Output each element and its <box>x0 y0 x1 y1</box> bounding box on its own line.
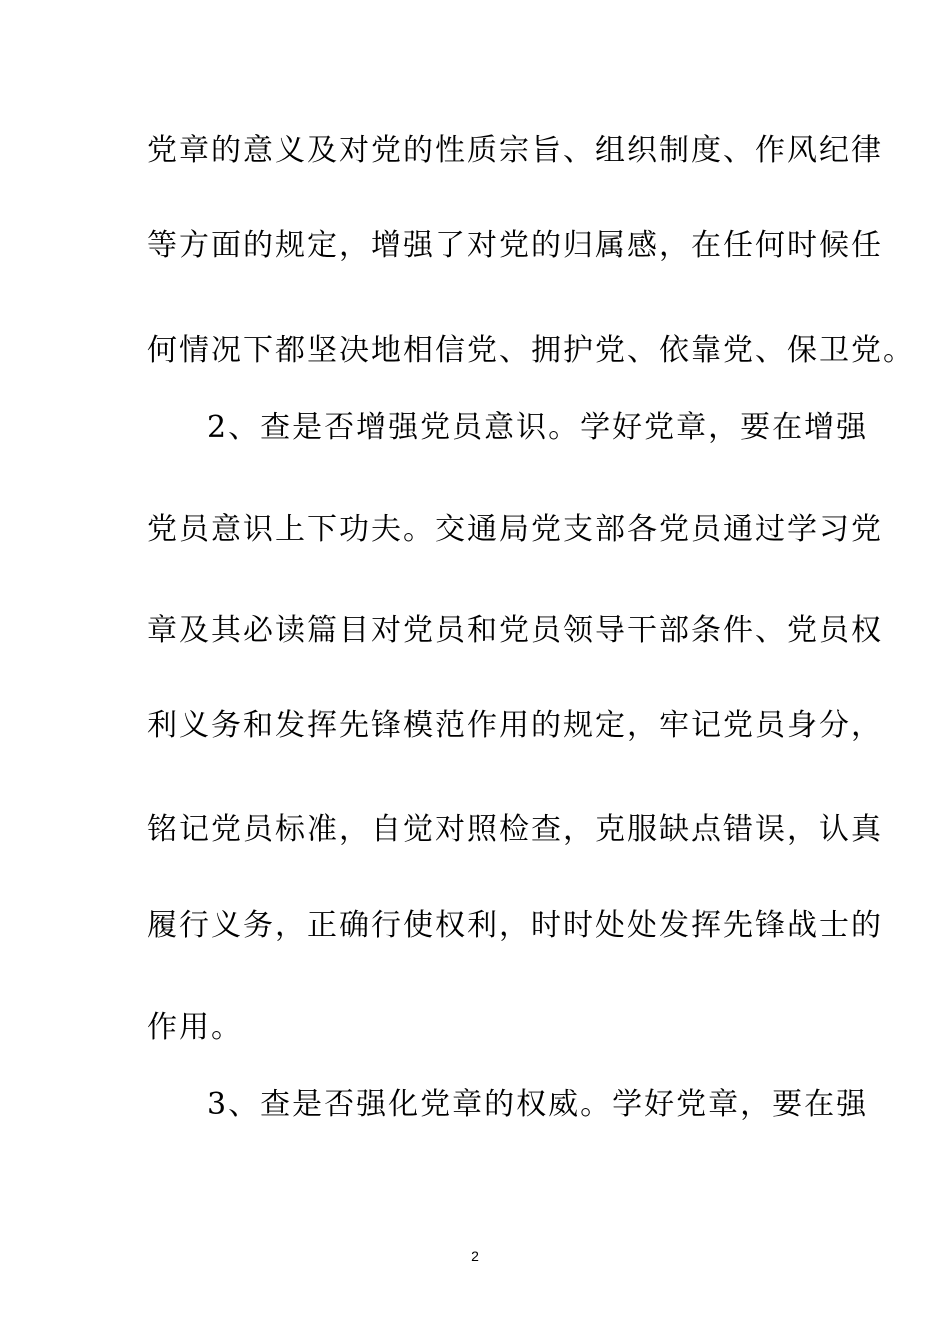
text-line: 何情况下都坚决地相信党、拥护党、依靠党、保卫党。 <box>147 333 915 368</box>
text-line: 党员意识上下功夫。交通局党支部各党员通过学习党 <box>147 512 883 547</box>
page-number: 2 <box>471 1248 479 1264</box>
text-line: 章及其必读篇目对党员和党员领导干部条件、党员权 <box>147 613 883 648</box>
paragraph-start-line: 3、查是否强化党章的权威。学好党章，要在强 <box>207 1087 869 1122</box>
text-line: 等方面的规定，增强了对党的归属感，在任何时候任 <box>147 228 883 263</box>
text-line: 作用。 <box>147 1010 243 1045</box>
text-line: 党章的意义及对党的性质宗旨、组织制度、作风纪律 <box>147 133 883 168</box>
text-line: 利义务和发挥先锋模范作用的规定，牢记党员身分， <box>147 708 883 743</box>
text-line: 铭记党员标准，自觉对照检查，克服缺点错误，认真 <box>147 812 883 847</box>
paragraph-start-line: 2、查是否增强党员意识。学好党章，要在增强 <box>207 410 869 445</box>
text-line: 履行义务，正确行使权利，时时处处发挥先锋战士的 <box>147 908 883 943</box>
